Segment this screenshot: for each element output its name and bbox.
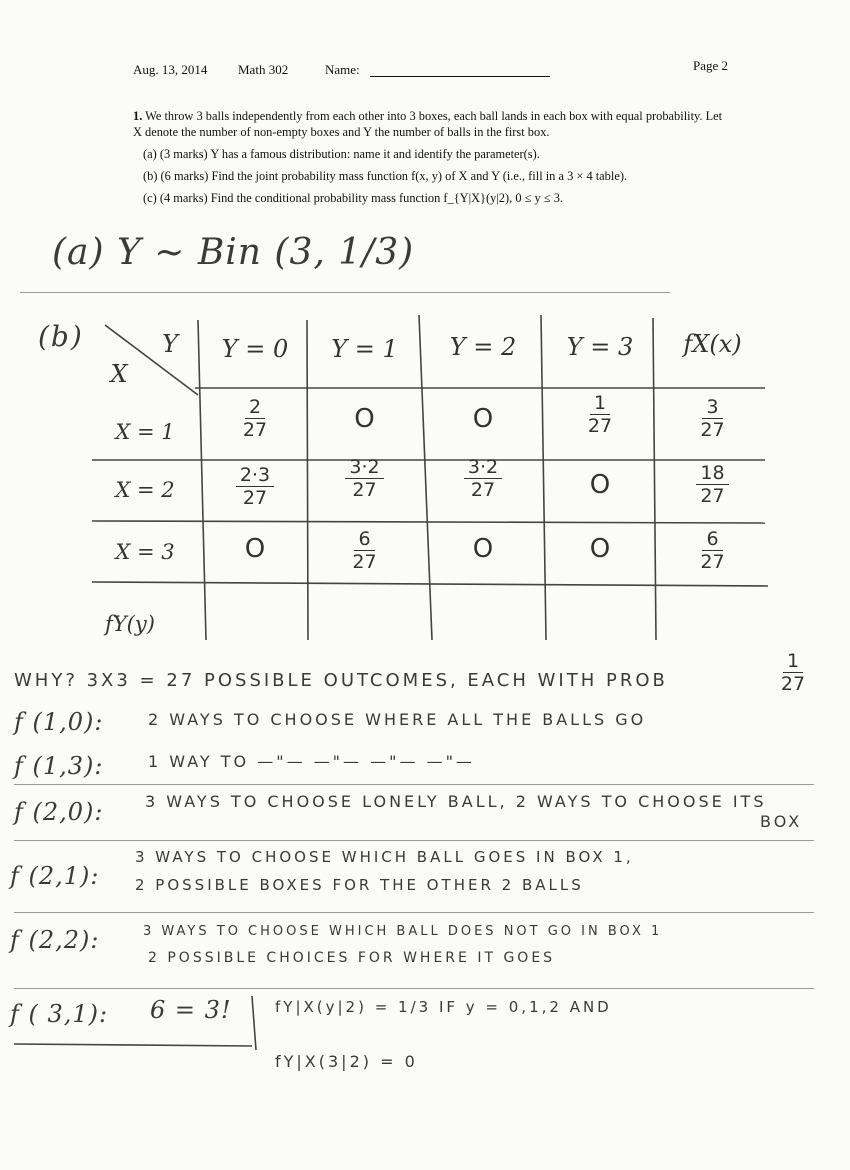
- why-line: WHY? 3X3 = 27 POSSIBLE OUTCOMES, EACH WITH PROB: [14, 670, 668, 691]
- corner-y-label: Y: [162, 330, 178, 358]
- cell-x3-y0: O: [244, 534, 266, 564]
- f22-text-2: 2 POSSIBLE CHOICES FOR WHERE IT GOES: [148, 950, 556, 966]
- divider-line: [14, 784, 814, 785]
- cell-x3-y3: O: [589, 534, 611, 564]
- f20-text-box: BOX: [760, 812, 803, 831]
- answer-a: (a) Y ~ Bin (3, 1/3): [52, 232, 415, 273]
- cell-x2-y2: $\frac{3\cdot 2}{27}$: [428, 456, 538, 501]
- table-vline-2: [307, 320, 308, 640]
- cell-x2-fx: $\frac{18}{27}$: [660, 462, 765, 507]
- cell-x3-fx: $\frac{6}{27}$: [700, 528, 725, 573]
- question-number: 1.: [133, 109, 143, 123]
- f21-text-2: 2 POSSIBLE BOXES FOR THE OTHER 2 BALLS: [135, 876, 584, 894]
- f10-text: 2 WAYS TO CHOOSE WHERE ALL THE BALLS GO: [148, 710, 647, 729]
- col-header-y1: Y = 1: [331, 335, 398, 363]
- cell-x1-fx: $\frac{3}{27}$: [700, 396, 725, 441]
- cell-x1-y3: $\frac{1}{27}$: [587, 392, 613, 437]
- f31-text: 6 = 3!: [150, 996, 232, 1024]
- cell-x3-y2: O: [472, 534, 494, 564]
- row-header-x1: X = 1: [115, 420, 175, 444]
- f22-text: 3 WAYS TO CHOOSE WHICH BALL DOES NOT GO IN BOX 1: [143, 924, 663, 939]
- table-hline-3: [92, 521, 765, 523]
- f20-text: 3 WAYS TO CHOOSE LONELY BALL, 2 WAYS TO CHOOSE ITS: [145, 792, 767, 811]
- cell-x2-y0: $\frac{2\cdot 3}{27}$: [205, 464, 305, 509]
- f13-label: f (1,3):: [14, 752, 104, 780]
- divider-line: [14, 840, 814, 841]
- conditional-line-2: fY|X(3|2) = 0: [275, 1052, 418, 1071]
- col-header-y2: Y = 2: [449, 333, 517, 361]
- exam-date: Aug. 13, 2014: [133, 62, 208, 77]
- row-header-fy: fY(y): [105, 612, 155, 636]
- question-text: We throw 3 balls independently from each other into 3 boxes, each ball lands in each box with equal probability. Let X denote the number of non-empty boxes and Y the number of balls in the first box.: [133, 109, 723, 139]
- f21-text: 3 WAYS TO CHOOSE WHICH BALL GOES IN BOX 1,: [135, 848, 634, 866]
- page-number: Page 2: [692, 58, 728, 73]
- corner-x-label: X: [110, 360, 128, 388]
- divider-line: [14, 988, 814, 989]
- name-label: Name:: [325, 62, 360, 77]
- conditional-line-1: fY|X(y|2) = 1/3 IF y = 0,1,2 AND: [275, 998, 612, 1016]
- f22-label: f (2,2):: [10, 926, 100, 954]
- col-header-y3: Y = 3: [566, 333, 634, 361]
- table-vline-4: [541, 315, 546, 640]
- part-c: (c) (4 marks) Find the conditional probability mass function f_{Y|X}(y|2), 0 ≤ y ≤ 3.: [143, 191, 563, 205]
- cell-x1-y1: O: [354, 404, 375, 434]
- why-prob-fraction: $\frac{1}{27}$: [780, 650, 806, 695]
- col-header-fx: fX(x): [683, 330, 742, 358]
- cell-x1-y0: $\frac{2}{27}$: [242, 396, 268, 441]
- f21-label: f (2,1):: [10, 862, 100, 890]
- divider-line: [14, 912, 814, 913]
- part-a: (a) (3 marks) Y has a famous distribution: name it and identify the parameter(s).: [143, 147, 540, 161]
- f13-text: 1 WAY TO —"— —"— —"— —"—: [148, 752, 475, 771]
- cell-x3-y1: $\frac{6}{27}$: [352, 528, 377, 573]
- table-vline-5: [653, 318, 656, 640]
- cell-x1-y2: O: [472, 404, 494, 434]
- course-name: Math 302: [238, 62, 289, 77]
- answer-b-label: (b): [38, 320, 84, 353]
- row-header-x3: X = 3: [115, 540, 175, 564]
- row-header-x2: X = 2: [115, 478, 175, 502]
- col-header-y0: Y = 0: [221, 335, 289, 363]
- part-b: (b) (6 marks) Find the joint probability mass function f(x, y) of X and Y (i.e., fill in a 3 × 4 table).: [143, 169, 628, 183]
- f31-label: f ( 3,1):: [10, 1000, 109, 1028]
- cell-x2-y3: O: [589, 470, 611, 500]
- cell-x2-y1: $\frac{3\cdot 2}{27}$: [312, 456, 417, 501]
- f10-label: f (1,0):: [14, 708, 104, 736]
- f20-label: f (2,0):: [14, 798, 104, 826]
